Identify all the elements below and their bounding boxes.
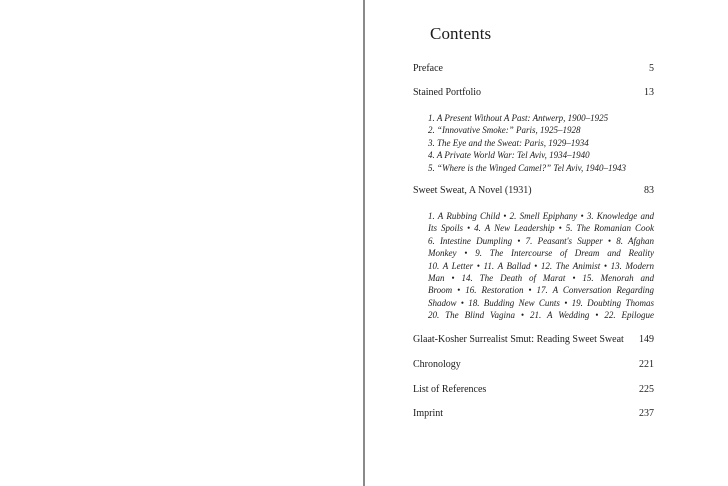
toc-entry-page: 225 [639,384,654,395]
contents-title: Contents [430,24,492,43]
portfolio-item[interactable]: 2. “Innovative Smoke:” Paris, 1925–1928 [428,125,581,136]
toc-entry-page: 149 [639,334,654,345]
portfolio-item[interactable]: 5. “Where is the Winged Camel?” Tel Aviv, 1940–1943 [428,162,626,173]
toc-entry-label: Preface [413,63,443,74]
portfolio-sublist [428,112,654,174]
chapter-line: Shadow • 18. Budding New Cunts • 19. Doubting Thomas [428,297,654,308]
chapter-line: 6. Intestine Dumpling • 7. Peasant's Supper • 8. Afghan [428,235,654,246]
toc-entry-page: 221 [639,359,654,370]
chapter-line: Broom • 16. Restoration • 17. A Conversation Regarding [428,285,654,296]
chapter-line: 20. The Blind Vagina • 21. A Wedding • 22. Epilogue [428,310,654,321]
chapter-line: 1. A Rubbing Child • 2. Smell Epiphany • 3. Knowledge and [428,211,654,221]
chapter-line: Its Spoils • 4. A New Leadership • 5. The Romanian Cook [428,223,654,234]
portfolio-item[interactable]: 1. A Present Without A Past: Antwerp, 1900–1925 [428,113,609,123]
novel-chapter-list [428,210,654,322]
toc-entry-page: 237 [639,408,654,419]
toc-entry-label: Glaat-Kosher Surrealist Smut: Reading Sweet Sweat [413,334,624,345]
toc-entry-label: Chronology [413,359,461,370]
portfolio-item[interactable]: 3. The Eye and the Sweat: Paris, 1929–1934 [428,137,589,148]
chapter-line: Man • 14. The Death of Marat • 15. Menorah and [428,273,654,284]
toc-entry-page: 83 [644,185,654,196]
chapter-line: 10. A Letter • 11. A Ballad • 12. The Animist • 13. Modern [428,260,654,271]
toc-entry-page: 13 [644,87,654,98]
toc-entry-label: Stained Portfolio [413,87,482,98]
toc-entry-label: Sweet Sweat, A Novel (1931) [413,185,532,196]
toc-entry-page: 5 [649,63,654,74]
toc-entry-label: Imprint [413,408,443,419]
portfolio-item[interactable]: 4. A Private World War: Tel Aviv, 1934–1940 [428,150,590,161]
toc-entry-label: List of References [413,384,487,395]
chapter-line: Monkey • 9. The Intercourse of Dream and Reality [428,248,654,259]
